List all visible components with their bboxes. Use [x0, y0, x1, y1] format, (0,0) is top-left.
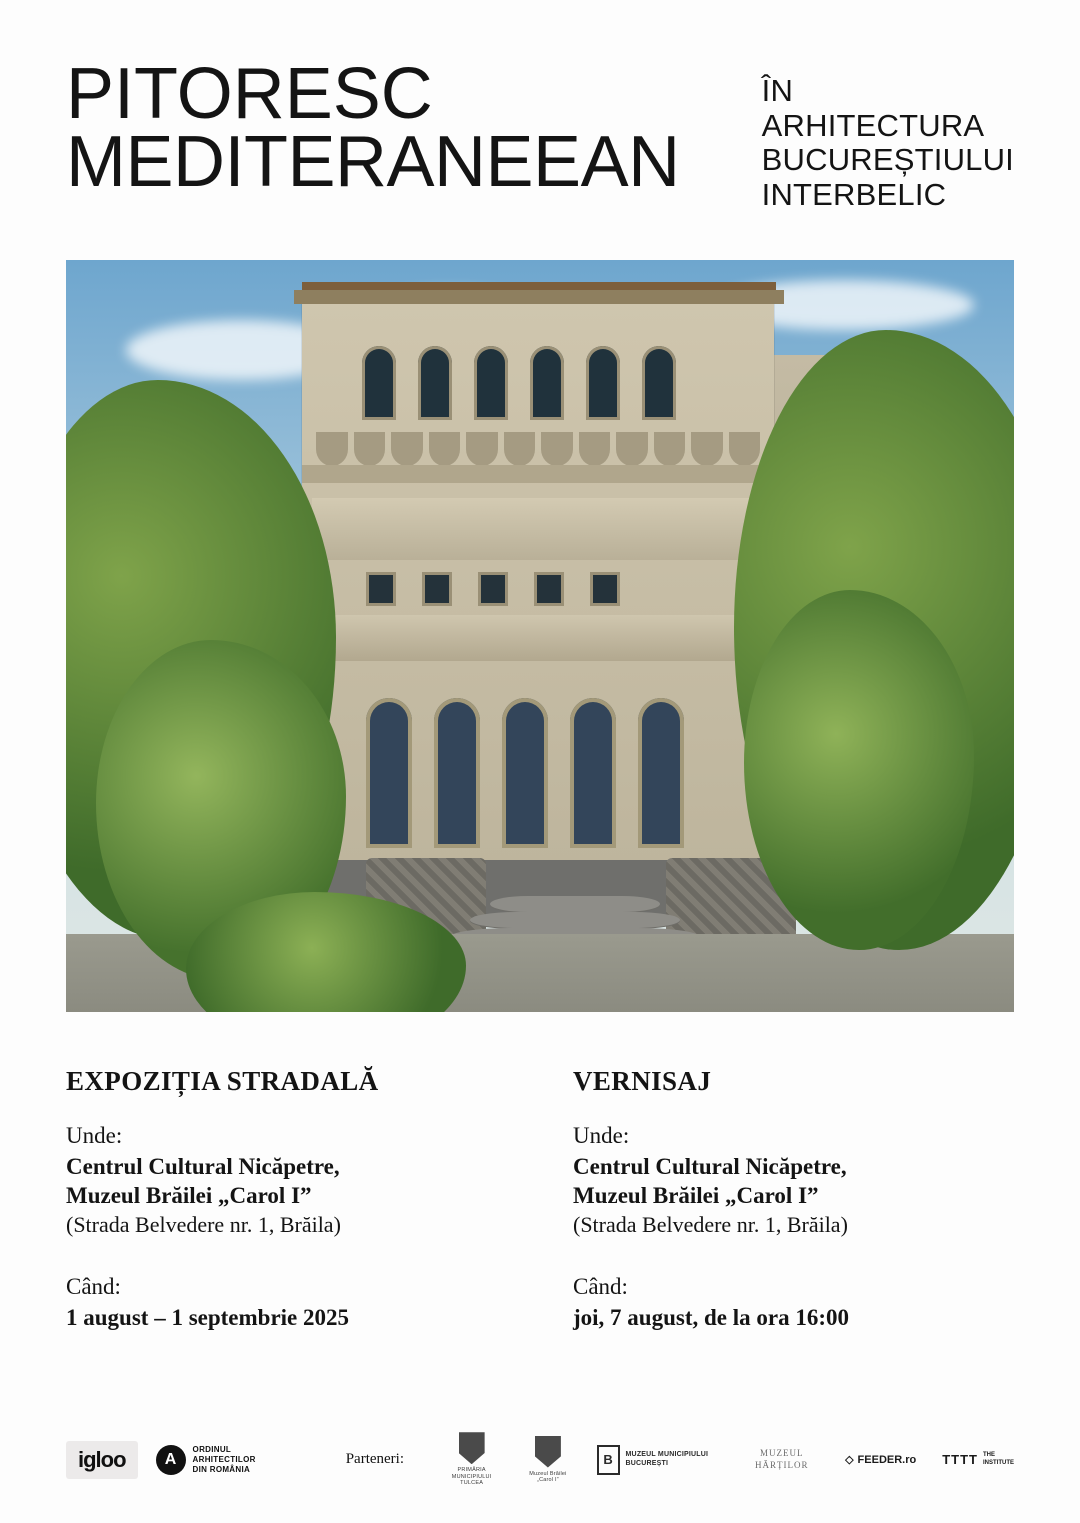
partner-logo-the-institute: [942, 1452, 1014, 1467]
subtitle-line-1: ÎN: [761, 73, 794, 108]
window-arched: [474, 346, 508, 420]
window-row-top: [362, 346, 676, 420]
partner-caption: MUZEUL MUNICIPIULUI BUCUREȘTI: [625, 1451, 709, 1467]
when-label: Când:: [573, 1274, 628, 1300]
corbel: [541, 432, 573, 466]
corbel: [316, 432, 348, 466]
feeder-mark-icon: ◇: [845, 1454, 854, 1467]
window-arched-tall: [638, 698, 684, 848]
facade-band: [302, 465, 774, 483]
corbel: [729, 432, 761, 466]
window-arched: [530, 346, 564, 420]
column-heading: VERNISAJ: [573, 1065, 712, 1096]
partners-label: Parteneri:: [345, 1451, 405, 1468]
window-square: [590, 572, 620, 606]
corbel: [654, 432, 686, 466]
corbel: [466, 432, 498, 466]
oar-line-3: DIN ROMÂNIA: [192, 1464, 251, 1474]
building-photo: [66, 260, 1014, 1012]
subtitle-line-2: ARHITECTURA: [761, 107, 985, 143]
partner-caption: FEEDER.ro: [857, 1453, 917, 1466]
footer-logos: [66, 1432, 1014, 1487]
venue-line-1: Centrul Cultural Nicăpetre,: [573, 1153, 847, 1179]
cornice: [294, 290, 784, 304]
partner-logo-inline: [597, 1445, 719, 1475]
ttt-mark-icon: TTTT: [942, 1452, 978, 1468]
crest-icon: [459, 1432, 485, 1464]
spacer: [573, 1238, 1014, 1274]
oar-line-2: ARHITECTILOR: [192, 1454, 256, 1464]
window-arched: [586, 346, 620, 420]
oar-logo-text: [193, 1445, 256, 1475]
venue-address: (Strada Belvedere nr. 1, Brăila): [66, 1212, 341, 1238]
window-square: [478, 572, 508, 606]
column-heading: EXPOZIȚIA STRADALĂ: [66, 1065, 379, 1096]
window-square: [422, 572, 452, 606]
mmb-mark-icon: B: [597, 1445, 620, 1475]
event-details: [66, 1066, 1014, 1333]
stair-step: [470, 912, 680, 928]
partner-logos: [444, 1432, 1014, 1487]
corbel: [504, 432, 536, 466]
subtitle-line-3: BUCUREȘTIULUI: [761, 142, 1014, 178]
igloo-logo-label: igloo: [78, 1446, 126, 1472]
page-title: [66, 54, 680, 203]
oar-mark-icon: A: [156, 1445, 186, 1475]
balcony-upper: [312, 498, 764, 560]
spacer: [66, 1238, 540, 1274]
venue-address: (Strada Belvedere nr. 1, Brăila): [573, 1212, 848, 1238]
window-row-ground: [366, 698, 684, 848]
partner-caption: PRIMĂRIA MUNICIPIULUI TULCEA: [451, 1467, 492, 1487]
corbel: [691, 432, 723, 466]
balcony-lower: [312, 615, 764, 661]
partner-caption: Muzeul Brăilei „Carol I”: [529, 1470, 567, 1484]
when-value: joi, 7 august, de la ora 16:00: [573, 1305, 849, 1331]
partner-logo-feeder: [845, 1453, 916, 1466]
title-line-1: PITORESC: [66, 54, 433, 134]
when-label: Când:: [66, 1274, 121, 1300]
when-value: 1 august – 1 septembrie 2025: [66, 1305, 350, 1331]
corbel: [429, 432, 461, 466]
venue-line-2: Muzeul Brăilei „Carol I”: [573, 1182, 819, 1208]
window-arched: [642, 346, 676, 420]
crest-icon: [535, 1436, 561, 1468]
partner-caption: MUZEUL HĂRȚILOR: [755, 1447, 809, 1470]
venue-line-2: Muzeul Brăilei „Carol I”: [66, 1182, 312, 1208]
igloo-logo: [66, 1441, 138, 1479]
stair-step: [490, 896, 660, 912]
window-arched-tall: [366, 698, 412, 848]
window-arched: [418, 346, 452, 420]
corbel: [391, 432, 423, 466]
oar-line-1: ORDINUL: [192, 1444, 232, 1454]
subtitle-line-4: INTERBELIC: [761, 177, 947, 213]
window-row-middle: [366, 572, 620, 606]
corbel-row: [316, 432, 760, 466]
oar-logo: [156, 1445, 256, 1475]
page-subtitle: [762, 60, 1014, 213]
partner-logo-inline: [942, 1452, 1014, 1467]
where-label: Unde:: [66, 1122, 123, 1148]
window-arched-tall: [502, 698, 548, 848]
event-column-opening: [540, 1066, 1014, 1333]
where-label: Unde:: [573, 1122, 630, 1148]
corbel: [579, 432, 611, 466]
window-arched-tall: [434, 698, 480, 848]
partner-logo-tulcea: [444, 1432, 499, 1487]
window-square: [366, 572, 396, 606]
venue-line-1: Centrul Cultural Nicăpetre,: [66, 1153, 340, 1179]
window-arched-tall: [570, 698, 616, 848]
partner-logo-mmb: [597, 1445, 719, 1475]
partner-logo-inline: [845, 1453, 916, 1466]
title-line-2: MEDITERANEEAN: [66, 122, 680, 203]
window-arched: [362, 346, 396, 420]
poster-title-block: [66, 0, 1014, 213]
corbel: [354, 432, 386, 466]
window-square: [534, 572, 564, 606]
partner-logo-muzeul-brailei: [525, 1436, 570, 1484]
event-column-exhibition: [66, 1066, 540, 1333]
corbel: [616, 432, 648, 466]
partner-caption: THE INSTITUTE: [983, 1452, 1014, 1466]
partner-logo-muzeul-hartilor: [745, 1448, 820, 1471]
